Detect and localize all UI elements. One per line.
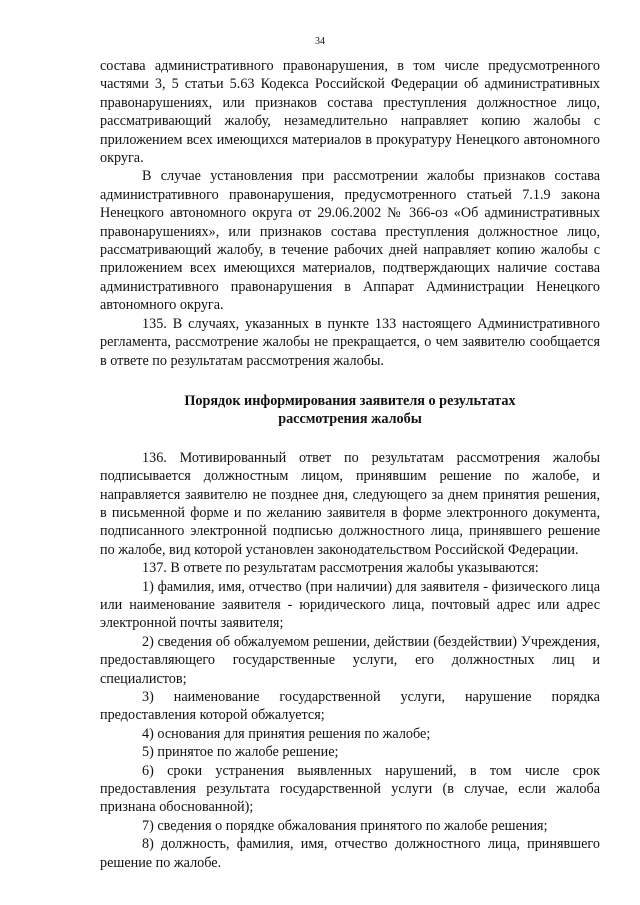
spacer <box>100 429 600 449</box>
page-number: 34 <box>315 36 325 47</box>
list-item-3: 3) наименование государственной услуги, нарушение порядка предоставления которой обжалуется; <box>100 689 600 724</box>
paragraph-violation-case: В случае установления при рассмотрении жалобы признаков состава административного правонарушения, предусмотренного статьей 7.1.9 закона Ненецкого автономного округа от 29.06.2002 № 366-оз «Об административных правонарушениях», или признаков состава преступления должностное лицо, рассматривающий жалобу, в течение рабочих дней направляет копию жалобы с приложением всех имеющихся материалов, подтверждающих наличие состава административного правонарушения в Аппарат Администрации Ненецкого автономного округа. <box>100 168 600 314</box>
list-item-5: 5) принятое по жалобе решение; <box>142 744 339 761</box>
list-item-6: 6) сроки устранения выявленных нарушений, в том числе срок предоставления результата государственной услуги (в случае, если жалоба признана обоснованной); <box>100 762 600 816</box>
list-item-4: 4) основания для принятия решения по жалобе; <box>142 725 431 742</box>
spacer <box>100 370 600 392</box>
paragraph-136: 136. Мотивированный ответ по результатам рассмотрения жалобы подписывается должностным лицом, принявшим решение по жалобе, и направляется заявителю не позднее дня, следующего за днем принятия решения, в письменной форме и по желанию заявителя в форме электронного документа, подписанного электронной подписью должностного лица, принявшего решение по жалобе, вид которой установлен законодательством Российской Федерации. <box>100 449 600 558</box>
page-content <box>100 57 600 872</box>
list-item-1: 1) фамилия, имя, отчество (при наличии) для заявителя - физического лица или наименование заявителя - юридического лица, почтовый адрес или адрес электронной почты заявителя; <box>100 578 600 632</box>
section-heading-line-2: рассмотрения жалобы <box>278 411 422 428</box>
list-item-8: 8) должность, фамилия, имя, отчество должностного лица, принявшего решение по жалобе. <box>100 836 600 871</box>
list-item-7: 7) сведения о порядке обжалования принятого по жалобе решения; <box>142 817 548 834</box>
paragraph-continuation: состава административного правонарушения, в том числе предусмотренного частями 3, 5 статьи 5.63 Кодекса Российской Федерации об административных правонарушениях, или признаков состава преступления должностное лицо, рассматривающий жалобу, незамедлительно направляет копию жалобы с приложением всех имеющихся материалов в прокуратуру Ненецкого автономного округа. <box>100 58 600 167</box>
paragraph-135: 135. В случаях, указанных в пункте 133 настоящего Административного регламента, рассмотрение жалобы не прекращается, о чем заявителю сообщается в ответе по результатам рассмотрения жалобы. <box>100 315 600 369</box>
section-heading-line-1: Порядок информирования заявителя о результатах <box>184 392 516 409</box>
list-item-2: 2) сведения об обжалуемом решении, действии (бездействии) Учреждения, предоставляющего государственные услуги, его должностных лиц и специалистов; <box>100 633 600 687</box>
paragraph-137: 137. В ответе по результатам рассмотрения жалобы указываются: <box>142 560 539 577</box>
